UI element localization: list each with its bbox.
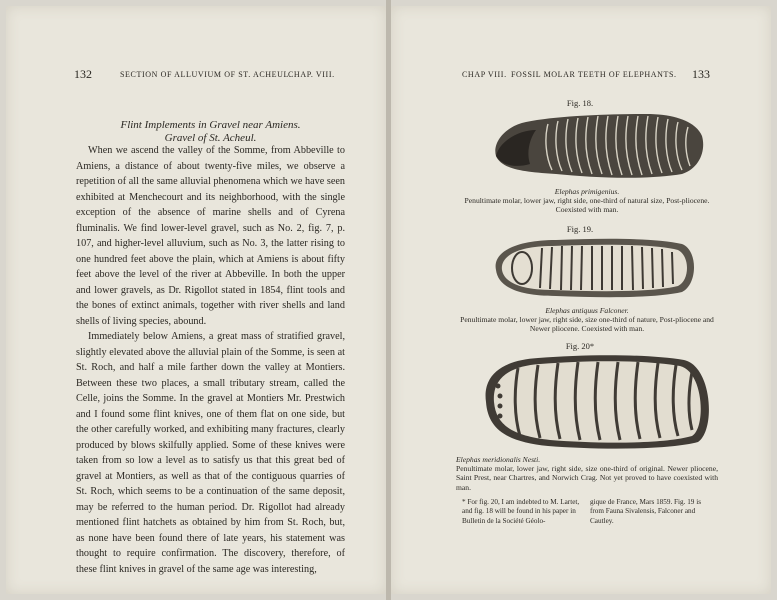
fig-19-species: Elephas antiquus Falconer.: [545, 306, 629, 315]
left-page-number: 132: [74, 67, 92, 81]
fig-18-species: Elephas primigenius.: [554, 187, 620, 196]
left-running-head: SECTION OF ALLUVIUM OF ST. ACHEUL.: [120, 70, 292, 79]
fig-18-molar-illustration: [486, 108, 712, 184]
footnote-right: gique de France, Mars 1859. Fig. 19 is from Fauna Sivalensis, Falconer and Cautley.: [590, 498, 701, 525]
fig-20-label: Fig. 20*: [565, 341, 595, 351]
fig-19-molar-illustration: [486, 234, 700, 302]
section-title-2: Gravel of St. Acheul.: [164, 132, 257, 144]
left-chapter-label: CHAP. VIII.: [288, 70, 335, 79]
fig-19-text: Penultimate molar, lower jaw, right side, size one-third of nature, Post-pliocene and Newer pliocene. Coexisted with man.: [460, 315, 714, 334]
fig-18-label: Fig. 18.: [566, 98, 594, 108]
fig-20-molar-illustration: [478, 350, 720, 452]
fig-19-caption: [456, 306, 718, 334]
paragraph-2: Immediately below Amiens, a great mass of stratified gravel, slightly elevated above the alluvial plain of the Somme, is seen at St. Roch, and half a mile farther down the valley at Montiers. Between these two places, a small tributary stream, called the Celle, joins the Somme. In the gravel at Montiers Mr. Prestwich and I found some flint knives, one of them flat on one side, but the other carefully worked, and exhibiting many fractures, clearly produced by blows skilfully applied. Some of these knives were taken from so low a level as to satisfy us that this great bed of gravel at Montiers, as well as that of the contiguous quarries of St. Roch, which seems to be a continuation of the same deposit, may be referred to the human period. Dr. Rigollot had already mentioned flint hatchets as obtained by him from St. Roch, but, as none have been found there of late years, his statement was thought to require confirmation. The discovery, therefore, of these flint knives in gravel of the same age was interesting,: [76, 331, 345, 575]
footnote-left: * For fig. 20, I am indebted to M. Lartet, and fig. 18 will be found in his paper in Bulletin de la Société Géolo-: [462, 498, 580, 525]
right-running-head: FOSSIL MOLAR TEETH OF ELEPHANTS.: [511, 70, 677, 79]
fig-19-label: Fig. 19.: [566, 224, 594, 234]
fig-20-species: Elephas meridionalis Nesti.: [456, 455, 541, 464]
fig-18-text: Penultimate molar, lower jaw, right side, one-third of natural size, Post-pliocene. Coexisted with man.: [464, 196, 710, 215]
right-chapter-label: CHAP VIII.: [462, 70, 507, 79]
fig-20-text: Penultimate molar, lower jaw, right side, size one-third of original. Newer pliocene, Saint Prest, near Chartres, and Norwich Crag. Not yet proved to have coexisted with man.: [456, 464, 718, 492]
body-text: [76, 143, 345, 577]
fig-20-caption: [456, 455, 718, 492]
paragraph-1: When we ascend the valley of the Somme, from Abbeville to Amiens, a distance of about twenty-five miles, we observe a repetition of all the same alluvial phenomena which we have seen exhibited at Menchecourt and its neighborhood, with the single exception of the absence of marine shells and of Cyrena fluminalis. We find lower-level gravel, such as No. 2, fig. 7, p. 107, and higher-level alluvium, such as No. 3, the latter rising to one hundred feet above the plain, which at Amiens is about fifty feet above the level of the river at Abbeville. In both the upper and lower gravels, as Dr. Rigollot stated in 1854, flint tools and the bones of extinct animals, together with river shells and land shells of living species, abound.: [76, 145, 345, 327]
fig-18-caption: [456, 187, 718, 215]
right-page-number: 133: [692, 67, 710, 81]
section-title-1: Flint Implements in Gravel near Amiens.: [120, 119, 301, 131]
